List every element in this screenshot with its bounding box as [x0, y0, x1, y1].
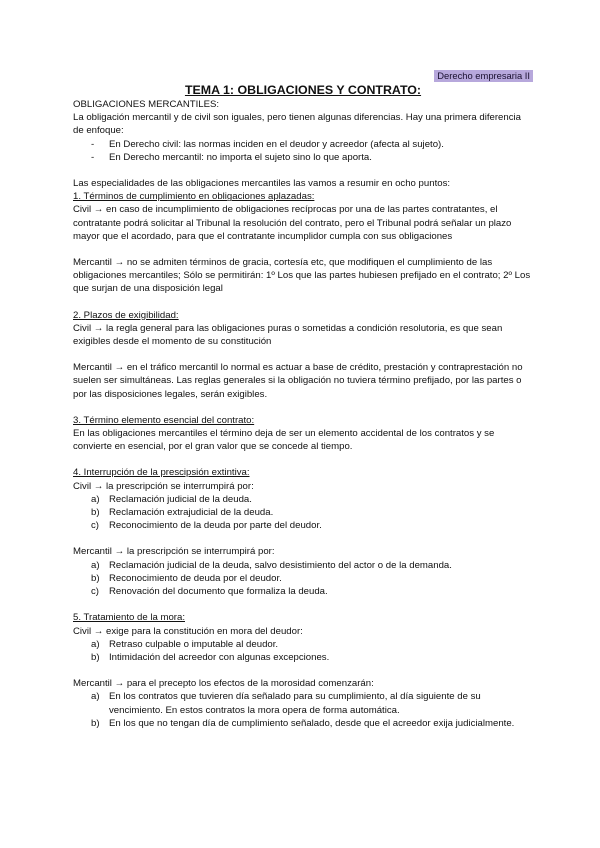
- list-marker: b): [91, 717, 100, 729]
- list-item: [73, 690, 533, 716]
- section-5-mercantil-intro: Mercantil → para el precepto los efectos de la morosidad comenzarán:: [73, 678, 374, 690]
- document-page: [73, 70, 533, 730]
- section-4-civil-intro: Civil → la prescripción se interrumpirá por:: [73, 480, 254, 492]
- list-item-text: Renovación del documento que formaliza la deuda.: [109, 586, 328, 598]
- list-marker: a): [91, 559, 100, 571]
- dash-marker: -: [91, 151, 95, 163]
- section-2-heading: 2. Plazos de exigibilidad:: [73, 309, 179, 321]
- section-4-civil-list: [73, 493, 533, 533]
- list-item-text: Reconocimiento de deuda por el deudor.: [109, 572, 282, 584]
- list-marker: a): [91, 493, 100, 505]
- section-1-mercantil: Mercantil → no se admiten términos de gracia, cortesía etc, que modifiquen el cumplimiento de las obligaciones mercantiles; Sólo se permitirán: 1º Los que las partes hubiesen prefijado en el contrato; 2º Los que surjan de una disposición legal: [73, 257, 531, 295]
- list-item: [73, 572, 533, 585]
- section-5-civil-list: [73, 638, 533, 664]
- list-item-text: En los que no tengan día de cumplimiento señalado, desde que el acreedor exija judicialmente.: [109, 717, 515, 729]
- intro-summary: Las especialidades de las obligaciones mercantiles las vamos a resumir en ocho puntos:: [73, 178, 451, 190]
- list-item: [73, 506, 533, 519]
- page-title: TEMA 1: OBLIGACIONES Y CONTRATO:: [184, 83, 422, 97]
- list-marker: c): [91, 520, 99, 532]
- subject-tag: Derecho empresaria II: [434, 70, 533, 82]
- list-item: [73, 638, 533, 651]
- list-item-text: Reclamación judicial de la deuda, salvo desistimiento del actor o de la demanda.: [109, 559, 452, 571]
- list-item-text: Reclamación extrajudicial de la deuda.: [109, 507, 274, 519]
- section-4-mercantil-intro: Mercantil → la prescripción se interrumpirá por:: [73, 546, 275, 558]
- list-marker: b): [91, 651, 100, 663]
- list-item: [73, 493, 533, 506]
- list-marker: a): [91, 638, 100, 650]
- section-3-heading: 3. Término elemento esencial del contrato:: [73, 414, 255, 426]
- section-1-civil: Civil → en caso de incumplimiento de obligaciones recíprocas por una de las partes contratantes, el contratante podrá solicitar al Tribunal la resolución del contrato, pero el Tribunal podrá señalar un plazo mayor que el acordado, para que el contratante incumplidor cumpla con sus obligaciones: [73, 204, 512, 242]
- list-item-text: Reconocimiento de la deuda por parte del deudor.: [109, 520, 322, 532]
- list-item-text: Intimidación del acreedor con algunas excepciones.: [109, 651, 330, 663]
- list-item-text: Retraso culpable o imputable al deudor.: [109, 638, 279, 650]
- section-5-civil-intro: Civil → exige para la constitución en mora del deudor:: [73, 625, 303, 637]
- list-item: [73, 585, 533, 598]
- section-2-civil: Civil → la regla general para las obligaciones puras o sometidas a condición resolutoria, es que sean exigibles desde el momento de su constitución: [73, 322, 503, 348]
- dash-marker: -: [91, 138, 95, 150]
- section-2-mercantil: Mercantil → en el tráfico mercantil lo normal es actuar a base de crédito, prestación y contraprestación no suelen ser simultáneas. Las reglas generales si la obligación no tuviera término prefijado, por las partes o por las disposiciones legales, serán exigibles.: [73, 362, 523, 400]
- list-marker: c): [91, 586, 99, 598]
- intro-heading: OBLIGACIONES MERCANTILES:: [73, 99, 220, 110]
- list-item: [73, 519, 533, 532]
- list-item: [73, 559, 533, 572]
- list-marker: b): [91, 572, 100, 584]
- list-item: [73, 651, 533, 664]
- intro-paragraph: La obligación mercantil y de civil son iguales, pero tienen algunas diferencias. Hay una primera diferencia de enfoque:: [73, 112, 521, 137]
- list-item-text: En Derecho civil: las normas inciden en el deudor y acreedor (afecta al sujeto).: [109, 138, 444, 150]
- section-5-heading: 5. Tratamiento de la mora:: [73, 612, 185, 624]
- section-4-heading: 4. Interrupción de la prescipsión extintiva:: [73, 467, 250, 479]
- list-item-text: En los contratos que tuvieren día señalado para su cumplimiento, al día siguiente de su vencimiento. En estos contratos la mora opera de forma automática.: [109, 691, 481, 716]
- list-item: [73, 138, 533, 151]
- intro-bullet-list: [73, 138, 533, 164]
- list-item: [73, 717, 533, 730]
- list-marker: a): [91, 691, 100, 703]
- list-item: [73, 151, 533, 164]
- section-1-heading: 1. Términos de cumplimiento en obligaciones aplazadas:: [73, 191, 315, 203]
- list-item-text: En Derecho mercantil: no importa el sujeto sino lo que aporta.: [109, 151, 372, 163]
- section-4-mercantil-list: [73, 559, 533, 599]
- section-5-mercantil-list: [73, 690, 533, 730]
- list-marker: b): [91, 507, 100, 519]
- list-item-text: Reclamación judicial de la deuda.: [109, 493, 252, 505]
- section-3-text: En las obligaciones mercantiles el término deja de ser un elemento accidental de los contratos y se convierte en esencial, por el gran valor que se concede al tiempo.: [73, 428, 495, 453]
